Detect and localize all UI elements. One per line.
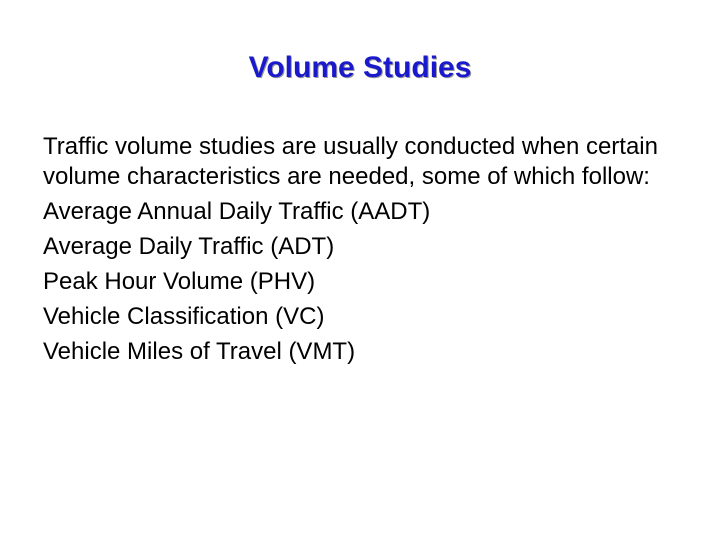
list-item: Average Annual Daily Traffic (AADT) bbox=[43, 198, 431, 225]
intro-paragraph: Traffic volume studies are usually conducted when certain volume characteristics are needed, some of which follow: bbox=[43, 133, 658, 190]
slide-body bbox=[43, 132, 703, 372]
list-item: Peak Hour Volume (PHV) bbox=[43, 268, 316, 295]
characteristics-list bbox=[43, 197, 703, 367]
list-item: Vehicle Miles of Travel (VMT) bbox=[43, 338, 356, 365]
list-item: Average Daily Traffic (ADT) bbox=[43, 233, 335, 260]
list-item: Vehicle Classification (VC) bbox=[43, 303, 325, 330]
slide-title: Volume Studies bbox=[248, 51, 472, 84]
